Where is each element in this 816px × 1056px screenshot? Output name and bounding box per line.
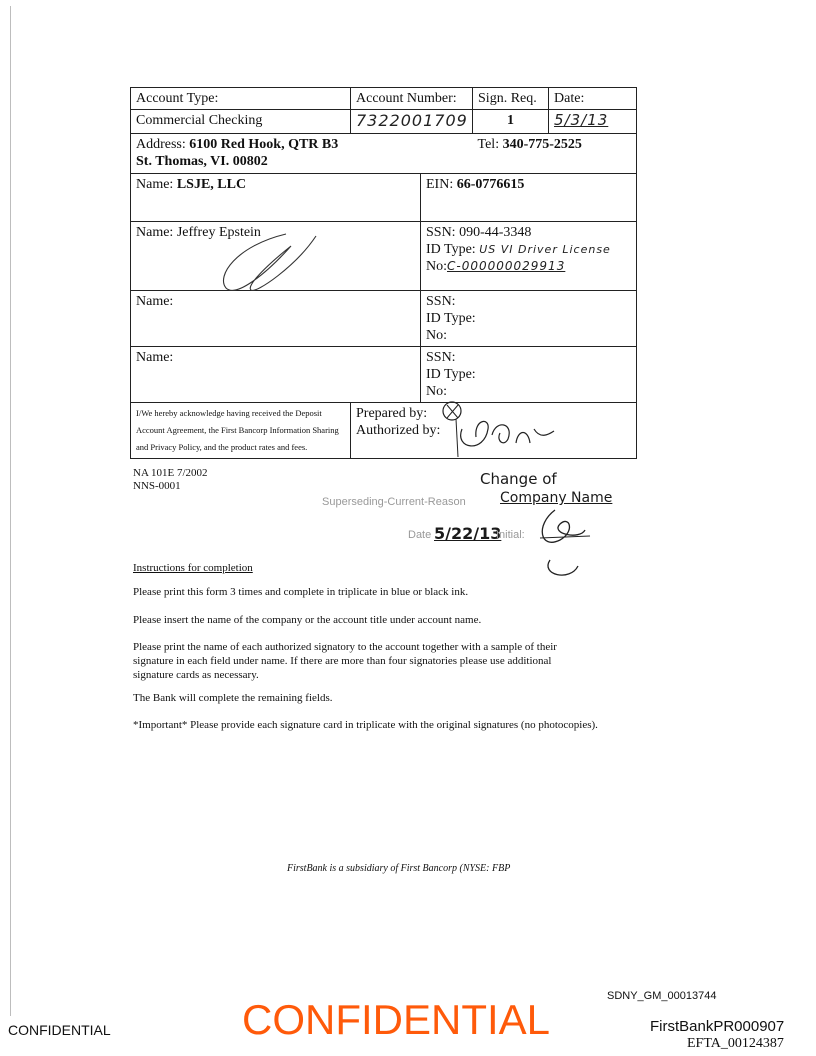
signatory-1-name-cell: Name: Jeffrey Epstein (131, 222, 421, 291)
sign-req-label-cell: Sign. Req. (473, 88, 549, 110)
confidential-stamp: CONFIDENTIAL (242, 996, 551, 1043)
subsidiary-note: FirstBank is a subsidiary of First Bancorp (NYSE: FBP (287, 863, 511, 874)
signatory-1-id-cell: SSN: 090-44-3348 ID Type: US VI Driver License No:C-000000029913 (421, 222, 637, 291)
sdny-bates-number: SDNY_GM_00013744 (607, 990, 717, 1002)
signatory-3-name-cell: Name: (131, 347, 421, 403)
date-value: 5/3/13 (549, 110, 637, 134)
account-type-value: Commercial Checking (131, 110, 351, 134)
prepared-authorized-cell: Prepared by: Authorized by: (351, 403, 637, 459)
efta-number: EFTA_00124387 (687, 1036, 784, 1051)
authorized-signature-icon (444, 399, 594, 459)
date-label-cell: Date: (549, 88, 637, 110)
footer-confidential-left: CONFIDENTIAL (8, 1022, 111, 1038)
sign-req-value: 1 (473, 110, 549, 134)
scan-edge-line (10, 6, 11, 1016)
superseding-label: Superseding-Current-Reason (322, 496, 466, 508)
signatory-3-id-cell: SSN: ID Type: No: (421, 347, 637, 403)
signature-card-form (130, 87, 636, 459)
superseding-initial-label: Initial: (496, 529, 525, 541)
signatory-2-name-cell: Name: (131, 291, 421, 347)
signature-card-table (130, 87, 637, 459)
company-name-cell: Name: LSJE, LLC (131, 174, 421, 222)
ein-cell: EIN: 66-0776615 (421, 174, 637, 222)
superseding-reason-line2: Company Name (500, 490, 613, 506)
instruction-paragraph-4: The Bank will complete the remaining fields. (133, 692, 333, 704)
superseding-date-value: 5/22/13 (434, 524, 502, 543)
firstbank-bates-number: FirstBankPR000907 (650, 1018, 785, 1035)
acknowledgement-cell: I/We hereby acknowledge having received the Deposit Account Agreement, the First Bancorp Information Sharing and Privacy Policy, and the product rates and fees. (131, 403, 351, 459)
form-code-2: NNS-0001 (133, 480, 181, 492)
address-cell: Address: 6100 Red Hook, QTR B3 St. Thomas, VI. 00802 (131, 134, 473, 174)
instruction-paragraph-5: *Important* Please provide each signature card in triplicate with the original signatures (no photocopies). (133, 719, 598, 731)
form-code-1: NA 101E 7/2002 (133, 467, 208, 479)
telephone-cell: Tel: 340-775-2525 (473, 134, 637, 174)
account-number-label-cell: Account Number: (351, 88, 473, 110)
instruction-paragraph-1: Please print this form 3 times and complete in triplicate in blue or black ink. (133, 586, 469, 598)
signature-scribble-icon (196, 226, 366, 306)
account-type-label-cell: Account Type: (131, 88, 351, 110)
instruction-paragraph-3: Please print the name of each authorized signatory to the account together with a sample of their signature in each field under name. If there are more than four signatories please use additional signature cards as necessary. (133, 641, 557, 681)
form-codes (133, 467, 208, 493)
instruction-paragraph-2: Please insert the name of the company or the account title under account name. (133, 614, 482, 626)
instructions-heading: Instructions for completion (133, 562, 253, 574)
superseding-reason-line1: Change of (480, 470, 557, 488)
signatory-2-id-cell: SSN: ID Type: No: (421, 291, 637, 347)
superseding-date-label: Date (408, 529, 432, 541)
account-number-value: 7322001709 (351, 110, 473, 134)
